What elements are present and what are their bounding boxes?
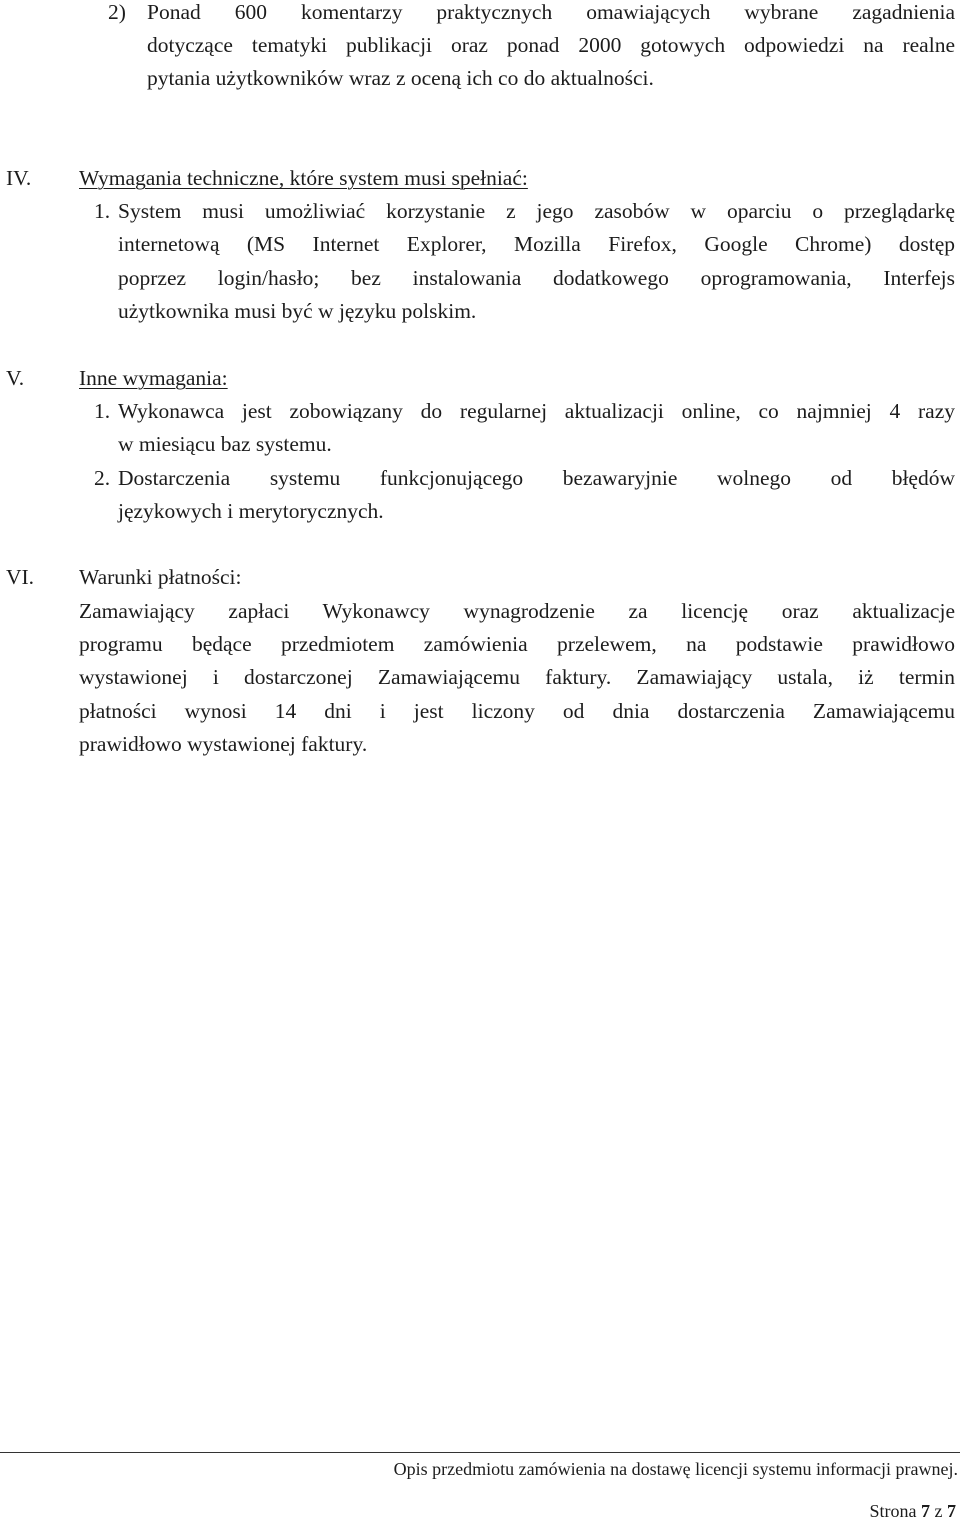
section5-item1-number: 1. <box>94 399 111 423</box>
section6-heading: Warunki płatności: <box>79 565 242 589</box>
page-number-total: 7 <box>947 1501 956 1521</box>
section5-item2-line-2: językowych i merytorycznych. <box>118 499 384 523</box>
section5-item2-number: 2. <box>94 466 111 490</box>
section4-item1-number: 1. <box>94 199 111 223</box>
section5-item1-line-1: Wykonawca jest zobowiązany do regularnej aktualizacji online, co najmniej 4 razy <box>118 399 955 423</box>
section4-item1-line-2: internetową (MS Internet Explorer, Mozilla Firefox, Google Chrome) dostęp <box>118 232 955 256</box>
section4-item1-line-4: użytkownika musi być w języku polskim. <box>118 299 477 323</box>
page-number-prefix: Strona <box>869 1501 917 1521</box>
section4-item1-line-3: poprzez login/hasło; bez instalowania dodatkowego oprogramowania, Interfejs <box>118 266 955 290</box>
section5-item2-line-1: Dostarczenia systemu funkcjonującego bezawaryjnie wolnego od błędów <box>118 466 955 490</box>
section4-numeral: IV. <box>6 166 32 190</box>
item2-label: 2) <box>108 0 126 24</box>
page-number-separator: z <box>934 1501 943 1521</box>
item2-line-3: pytania użytkowników wraz z oceną ich co do aktualności. <box>147 66 654 90</box>
page-number-current: 7 <box>921 1501 930 1521</box>
section5-numeral: V. <box>6 366 25 390</box>
item2-line-2: dotyczące tematyki publikacji oraz ponad 2000 gotowych odpowiedzi na realne <box>147 33 955 57</box>
page-number <box>870 1502 957 1520</box>
section6-line-5: prawidłowo wystawionej faktury. <box>79 732 368 756</box>
section6-line-4: płatności wynosi 14 dni i jest liczony od dnia dostarczenia Zamawiającemu <box>79 699 955 723</box>
section4-heading: Wymagania techniczne, które system musi spełniać: <box>79 166 528 190</box>
section5-item1-line-2: w miesiącu baz systemu. <box>118 432 332 456</box>
section6-line-2: programu będące przedmiotem zamówienia przelewem, na podstawie prawidłowo <box>79 632 955 656</box>
footer-divider <box>0 1452 960 1453</box>
item2-line-1: Ponad 600 komentarzy praktycznych omawiających wybrane zagadnienia <box>147 0 955 24</box>
section6-line-1: Zamawiający zapłaci Wykonawcy wynagrodzenie za licencję oraz aktualizacje <box>79 599 955 623</box>
section4-item1-line-1: System musi umożliwiać korzystanie z jego zasobów w oparciu o przeglądarkę <box>118 199 955 223</box>
section6-numeral: VI. <box>6 565 35 589</box>
section6-line-3: wystawionej i dostarczonej Zamawiającemu faktury. Zamawiający ustala, iż termin <box>79 665 955 689</box>
section5-heading: Inne wymagania: <box>79 366 228 390</box>
footer-title: Opis przedmiotu zamówienia na dostawę licencji systemu informacji prawnej. <box>393 1459 958 1479</box>
